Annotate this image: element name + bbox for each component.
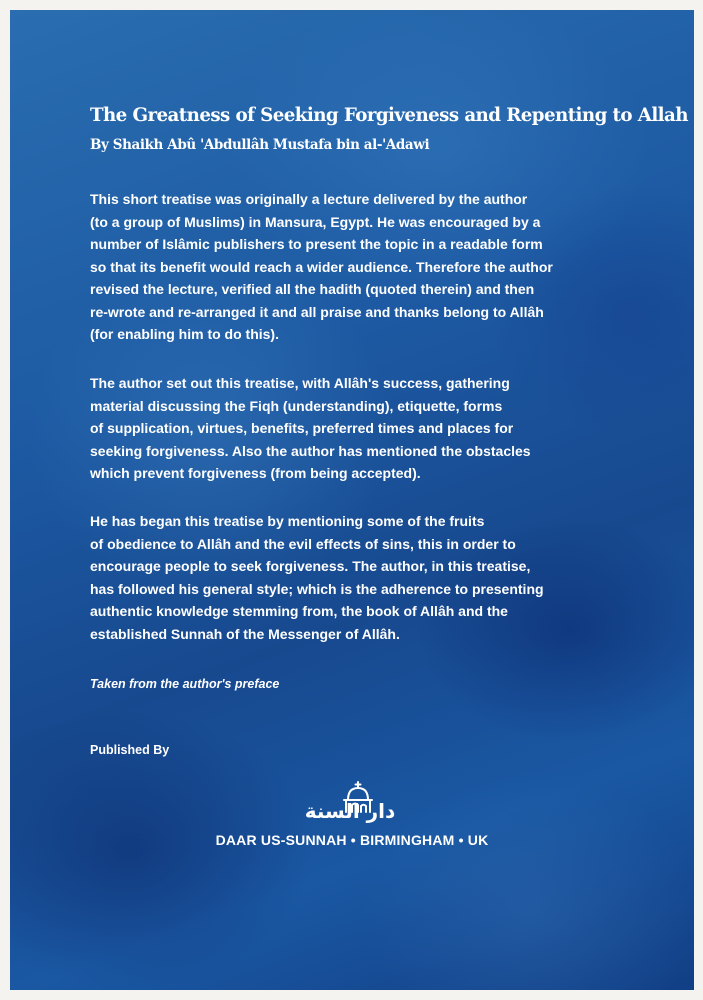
paragraph-line: of obedience to Allâh and the evil effects of sins, this in order to [90,535,516,552]
description-paragraph-2 [90,372,690,485]
paragraph-line: which prevent forgiveness (from being accepted). [90,465,421,481]
description-paragraph-1 [90,188,690,346]
paragraph-line: He has began this treatise by mentioning some of the fruits [90,513,485,529]
paragraph-line: (to a group of Muslims) in Mansura, Egypt. He was encouraged by a [90,213,541,230]
paragraph-line: established Sunnah of the Messenger of Allâh. [90,625,400,642]
published-by-label: Published By [90,743,170,757]
paragraph-line: authentic knowledge stemming from, the book of Allâh and the [90,603,508,619]
paragraph-line: revised the lecture, verified all the hadith (quoted therein) and then [90,281,535,297]
back-cover [10,10,694,990]
publisher-logo-text: دار السنة [304,799,396,823]
paragraph-line: material discussing the Fiqh (understanding), etiquette, forms [90,397,503,414]
paragraph-line: number of Islâmic publishers to present the topic in a readable form [90,236,543,252]
paragraph-line: so that its benefit would reach a wider audience. Therefore the author [90,258,553,275]
description-paragraph-3 [90,510,690,645]
publisher-logo [290,780,410,830]
source-note: Taken from the author's preface [90,677,280,691]
paragraph-line: has followed his general style; which is the adherence to presenting [90,580,544,597]
paragraph-line: (for enabling him to do this). [90,326,279,342]
author-byline: By Shaikh Abû 'Abdullâh Mustafa bin al-'Adawi [90,137,430,153]
paragraph-line: of supplication, virtues, benefits, preferred times and places for [90,420,514,436]
paragraph-line: The author set out this treatise, with Allâh's success, gathering [90,375,510,391]
book-title: The Greatness of Seeking Forgiveness and Repenting to Allah [90,104,688,126]
paragraph-line: This short treatise was originally a lecture delivered by the author [90,191,528,207]
paragraph-line: seeking forgiveness. Also the author has mentioned the obstacles [90,442,531,459]
paragraph-line: encourage people to seek forgiveness. The author, in this treatise, [90,558,531,574]
publisher-address: DAAR US-SUNNAH • BIRMINGHAM • UK [215,832,489,848]
paragraph-line: re-wrote and re-arranged it and all praise and thanks belong to Allâh [90,303,544,320]
